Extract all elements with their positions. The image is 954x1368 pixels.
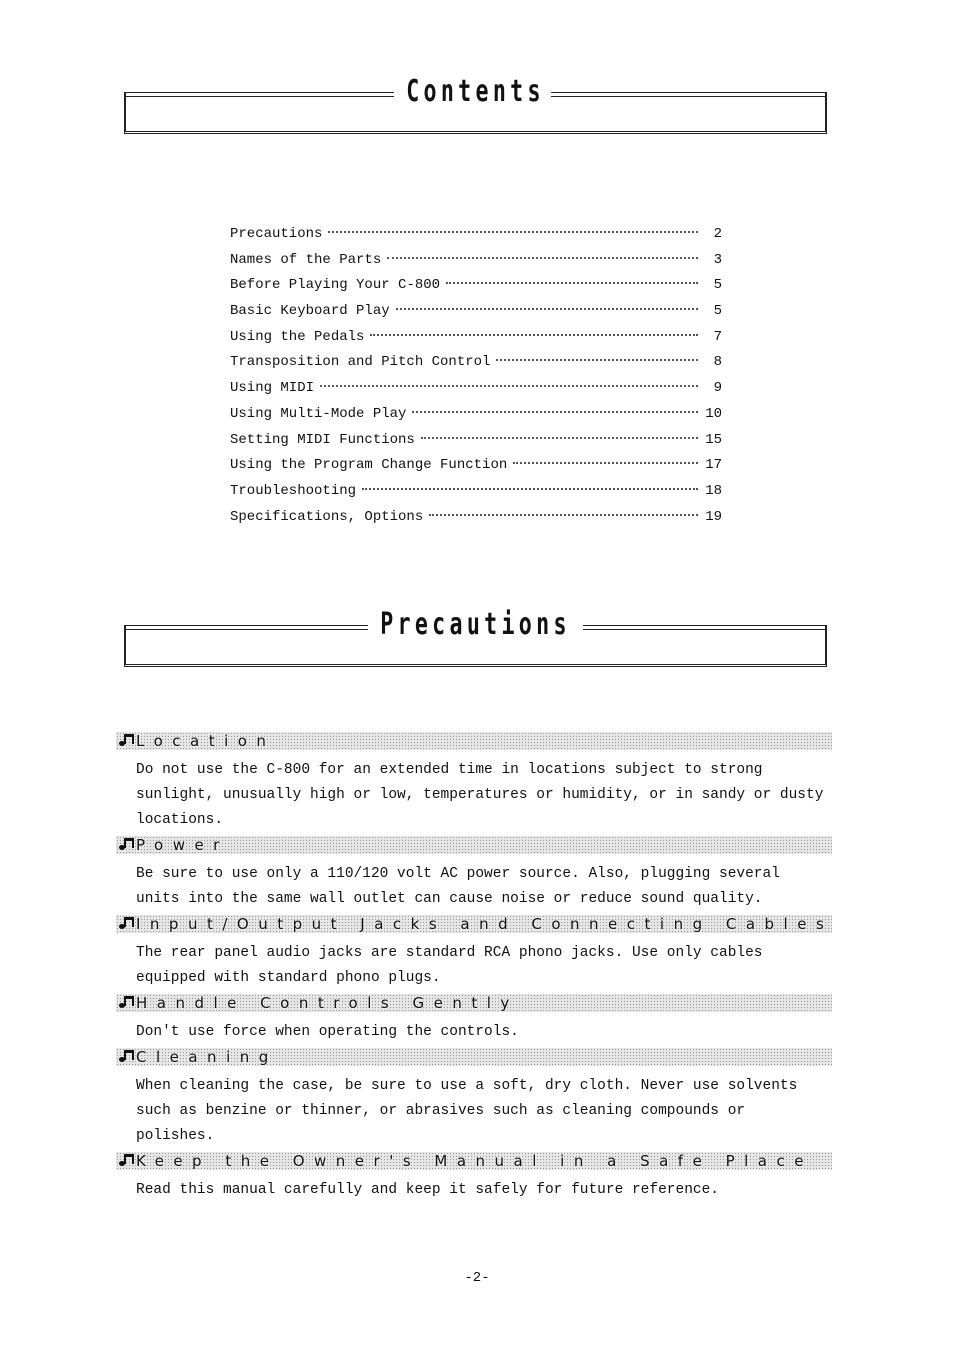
contents-header bbox=[124, 74, 827, 134]
music-note-icon bbox=[116, 995, 136, 1011]
toc-entry-page: 17 bbox=[705, 457, 722, 474]
toc-entry-label: Names of the Parts bbox=[230, 251, 382, 268]
toc-entry-label: Setting MIDI Functions bbox=[230, 431, 415, 448]
toc-leader-dots bbox=[412, 411, 698, 413]
toc-entry bbox=[230, 329, 722, 355]
toc-entry bbox=[230, 303, 722, 329]
music-note-icon bbox=[116, 1049, 136, 1065]
precautions-list bbox=[116, 732, 832, 1206]
music-note-icon bbox=[116, 916, 136, 932]
contents-title: Contents bbox=[406, 74, 545, 109]
toc-entry-label: Using the Program Change Function bbox=[230, 457, 508, 474]
toc-entry-label: Precautions bbox=[230, 226, 323, 242]
table-of-contents bbox=[230, 226, 722, 534]
toc-entry bbox=[230, 457, 722, 483]
toc-entry-label: Using the Pedals bbox=[230, 328, 365, 345]
toc-entry-label: Basic Keyboard Play bbox=[230, 303, 390, 320]
page-number: -2- bbox=[464, 1270, 490, 1286]
precautions-header bbox=[124, 607, 827, 667]
precaution-heading-text: Location bbox=[136, 732, 276, 750]
toc-entry-page: 8 bbox=[713, 354, 722, 371]
precaution-heading-text: Input/Output Jacks and Connecting Cables bbox=[136, 915, 834, 933]
precaution-body: When cleaning the case, be sure to use a soft, dry cloth. Never use solvents such as benzine or thinner, or abrasives such as cleaning compounds or polishes. bbox=[136, 1078, 798, 1144]
toc-entry bbox=[230, 380, 722, 406]
toc-entry-page: 5 bbox=[713, 303, 722, 320]
music-note-icon bbox=[116, 1153, 136, 1169]
toc-entry-page: 9 bbox=[713, 380, 722, 397]
toc-entry bbox=[230, 406, 722, 432]
toc-entry-label: Transposition and Pitch Control bbox=[230, 354, 491, 371]
music-note-icon bbox=[116, 837, 136, 853]
toc-leader-dots bbox=[421, 437, 698, 439]
toc-leader-dots bbox=[513, 462, 698, 464]
toc-leader-dots bbox=[446, 282, 698, 284]
precaution-heading-text: Keep the Owner's Manual in a Safe Place bbox=[136, 1152, 813, 1170]
toc-entry bbox=[230, 252, 722, 278]
precaution-heading bbox=[116, 915, 832, 933]
toc-entry-label: Specifications, Options bbox=[230, 508, 424, 525]
precaution-heading bbox=[116, 1152, 832, 1170]
precaution-heading-text: Power bbox=[136, 836, 229, 854]
toc-entry-page: 19 bbox=[705, 508, 722, 525]
toc-entry-label: Using Multi-Mode Play bbox=[230, 405, 407, 422]
toc-leader-dots bbox=[328, 231, 698, 233]
precaution-body: Don't use force when operating the controls. bbox=[136, 1024, 519, 1040]
toc-entry-label: Troubleshooting bbox=[230, 482, 357, 499]
toc-entry bbox=[230, 509, 722, 535]
toc-entry-page: 7 bbox=[713, 328, 722, 345]
toc-leader-dots bbox=[370, 334, 698, 336]
toc-leader-dots bbox=[496, 359, 698, 361]
toc-entry-page: 15 bbox=[705, 431, 722, 448]
precaution-body: Be sure to use only a 110/120 volt AC power source. Also, plugging several units into the same wall outlet can cause noise or reduce sound quality. bbox=[136, 866, 780, 907]
toc-entry bbox=[230, 277, 722, 303]
precaution-heading-text: Handle Controls Gently bbox=[136, 994, 519, 1012]
toc-entry-label: Before Playing Your C-800 bbox=[230, 277, 441, 294]
precaution-heading bbox=[116, 1048, 832, 1066]
toc-leader-dots bbox=[362, 488, 698, 490]
toc-entry bbox=[230, 483, 722, 509]
toc-leader-dots bbox=[320, 385, 698, 387]
toc-entry-label: Using MIDI bbox=[230, 380, 315, 397]
precaution-heading bbox=[116, 836, 832, 854]
toc-entry-page: 18 bbox=[705, 482, 722, 499]
precaution-body: Do not use the C-800 for an extended time in locations subject to strong sunlight, unusually high or low, temperatures or humidity, or in sandy or dusty locations. bbox=[136, 762, 824, 828]
precaution-body: Read this manual carefully and keep it safely for future reference. bbox=[136, 1182, 719, 1198]
precautions-title: Precautions bbox=[380, 607, 571, 642]
precaution-body: The rear panel audio jacks are standard RCA phono jacks. Use only cables equipped with standard phono plugs. bbox=[136, 945, 763, 986]
toc-entry-page: 10 bbox=[705, 405, 722, 422]
toc-entry-page: 3 bbox=[713, 251, 722, 268]
toc-leader-dots bbox=[387, 257, 698, 259]
toc-entry bbox=[230, 432, 722, 458]
toc-leader-dots bbox=[429, 514, 698, 516]
toc-entry bbox=[230, 226, 722, 252]
precaution-heading-text: Cleaning bbox=[136, 1048, 278, 1066]
precaution-heading bbox=[116, 994, 832, 1012]
precaution-heading bbox=[116, 732, 832, 750]
toc-entry-page: 5 bbox=[713, 277, 722, 294]
toc-leader-dots bbox=[396, 308, 698, 310]
toc-entry bbox=[230, 354, 722, 380]
music-note-icon bbox=[116, 733, 136, 749]
toc-entry-page: 2 bbox=[713, 226, 722, 242]
